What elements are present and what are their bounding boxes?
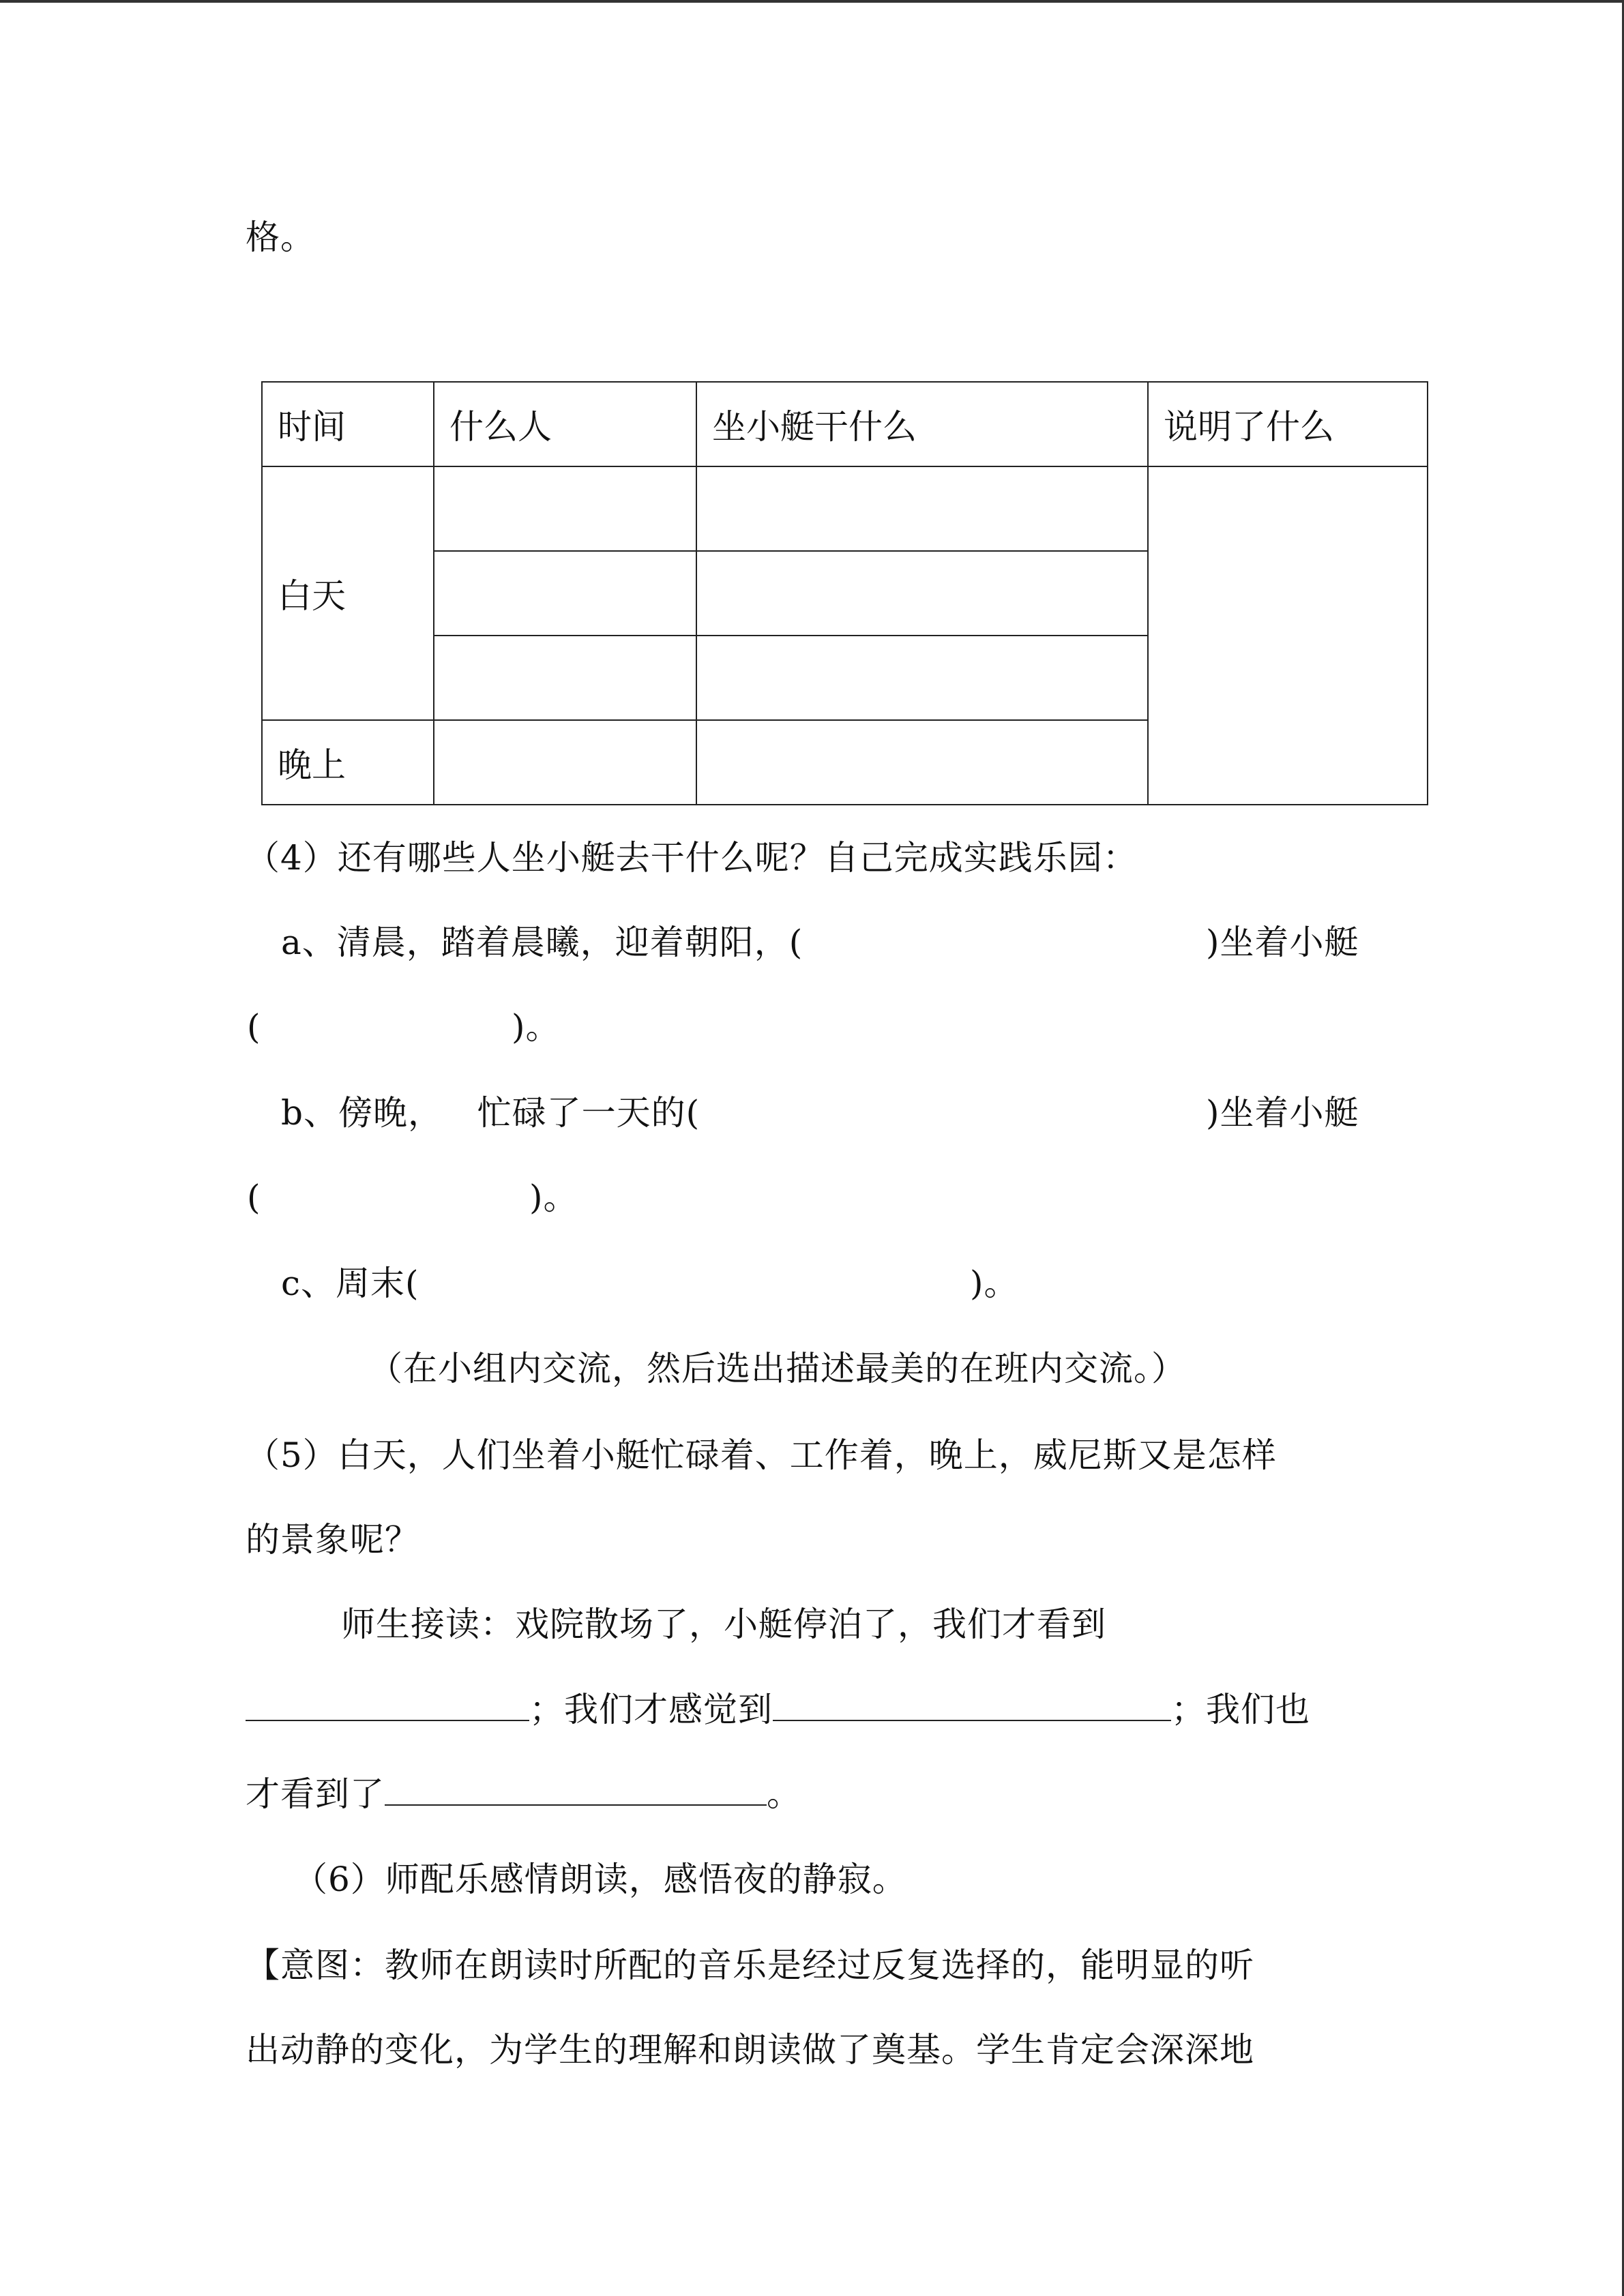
- q4-a-open: (: [247, 1007, 261, 1047]
- answer-blank[interactable]: [385, 1773, 767, 1806]
- q4-b-text: b、傍晚， 忙碌了一天的(: [281, 1093, 700, 1133]
- q4-b-tail: )坐着小艇: [1206, 1093, 1359, 1133]
- q5-fill-line: [246, 1688, 1310, 1730]
- header-what: 坐小艇干什么: [696, 382, 1148, 466]
- table-row: [262, 466, 1428, 551]
- worksheet-table: [261, 381, 1428, 805]
- q5-fill-line3-start: 才看到了: [246, 1774, 385, 1814]
- top-border: [0, 0, 1624, 3]
- table-cell-who[interactable]: [434, 720, 696, 805]
- table-cell-who[interactable]: [434, 551, 696, 636]
- header-time: 时间: [262, 382, 434, 466]
- q4-prompt: （4）还有哪些人坐小艇去干什么呢？自己完成实践乐园：: [246, 838, 1138, 878]
- answer-blank[interactable]: [773, 1688, 1171, 1721]
- q4-c-tail: )。: [970, 1264, 1019, 1303]
- answer-blank[interactable]: [246, 1688, 529, 1721]
- intent-line1: 【意图：教师在朗读时所配的音乐是经过反复选择的，能明显的听: [246, 1945, 1254, 1985]
- q4-b-open: (: [247, 1178, 261, 1217]
- header-meaning: 说明了什么: [1148, 382, 1428, 466]
- q4-b-close: )。: [529, 1178, 578, 1217]
- table-header-row: [262, 382, 1428, 466]
- q5-read-line: 师生接读：戏院散场了，小艇停泊了，我们才看到: [341, 1605, 1106, 1644]
- q5-fill-line3: [246, 1773, 801, 1815]
- q6-text: （6）师配乐感情朗读，感悟夜的静寂。: [293, 1860, 907, 1899]
- intent-line2: 出动静的变化，为学生的理解和朗读做了奠基。学生肯定会深深地: [246, 2030, 1254, 2070]
- intro-tail: 格。: [246, 218, 315, 257]
- q5-fill-end: ；我们也: [1171, 1690, 1310, 1729]
- table-cell-who[interactable]: [434, 636, 696, 720]
- q4-a-text: a、清晨，踏着晨曦，迎着朝阳，(: [281, 923, 803, 962]
- q4-a-tail: )坐着小艇: [1206, 923, 1359, 962]
- table-cell-what[interactable]: [696, 720, 1148, 805]
- q5-line2: 的景象呢？: [246, 1520, 419, 1560]
- q4-c-text: c、周末(: [281, 1264, 419, 1303]
- q5-fill-mid: ；我们才感觉到: [529, 1690, 773, 1729]
- q5-line1: （5）白天，人们坐着小艇忙碌着、工作着，晚上，威尼斯又是怎样: [246, 1435, 1277, 1475]
- day-label: 白天: [262, 466, 434, 720]
- table-cell-what[interactable]: [696, 466, 1148, 551]
- header-who: 什么人: [434, 382, 696, 466]
- q5-fill-line3-end: 。: [767, 1774, 801, 1814]
- table-cell-meaning[interactable]: [1148, 466, 1428, 805]
- table-cell-what[interactable]: [696, 636, 1148, 720]
- table-cell-what[interactable]: [696, 551, 1148, 636]
- table-cell-who[interactable]: [434, 466, 696, 551]
- night-label: 晚上: [262, 720, 434, 805]
- q4-note: （在小组内交流，然后选出描述最美的在班内交流。）: [368, 1349, 1186, 1388]
- q4-a-close: )。: [512, 1007, 561, 1047]
